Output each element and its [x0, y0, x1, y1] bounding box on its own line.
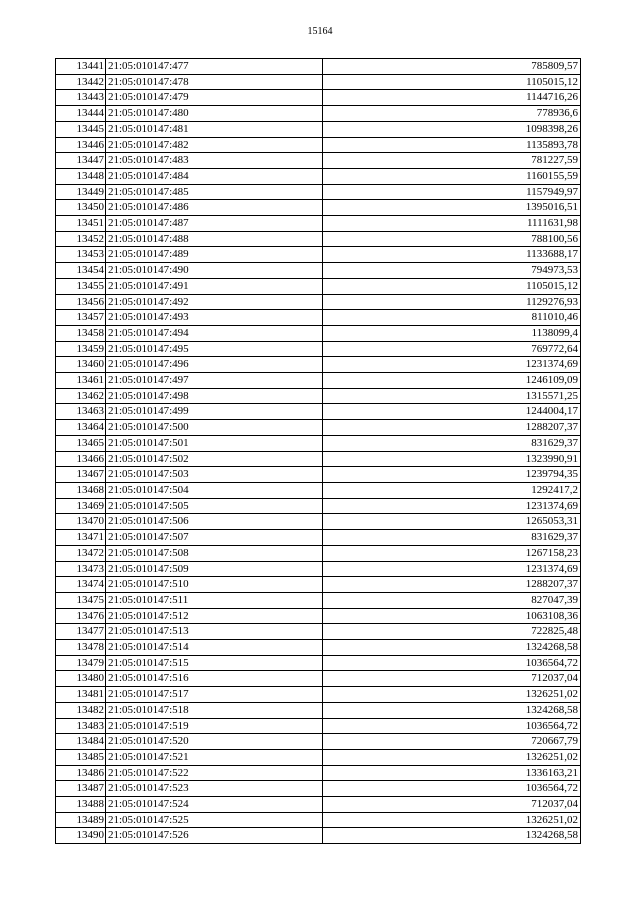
table-row: [56, 812, 581, 828]
cadastral-number-cell: 21:05:010147:519: [106, 718, 323, 734]
table-row: [56, 373, 581, 389]
table-row: [56, 106, 581, 122]
row-number-cell: 13476: [56, 608, 106, 624]
cadastral-number-cell: 21:05:010147:494: [106, 325, 323, 341]
cadastral-number-cell: 21:05:010147:509: [106, 561, 323, 577]
value-cell: 1315571,25: [323, 388, 581, 404]
row-number-cell: 13456: [56, 294, 106, 310]
value-cell: 1326251,02: [323, 812, 581, 828]
cadastral-number-cell: 21:05:010147:483: [106, 153, 323, 169]
value-cell: 720667,79: [323, 734, 581, 750]
cadastral-number-cell: 21:05:010147:522: [106, 765, 323, 781]
cadastral-number-cell: 21:05:010147:526: [106, 828, 323, 844]
row-number-cell: 13458: [56, 325, 106, 341]
value-cell: 1239794,35: [323, 467, 581, 483]
row-number-cell: 13474: [56, 577, 106, 593]
row-number-cell: 13490: [56, 828, 106, 844]
cadastral-number-cell: 21:05:010147:478: [106, 74, 323, 90]
value-cell: 781227,59: [323, 153, 581, 169]
value-cell: 1288207,37: [323, 577, 581, 593]
value-cell: 785809,57: [323, 59, 581, 75]
value-cell: 1063108,36: [323, 608, 581, 624]
table-row: [56, 121, 581, 137]
value-cell: 1231374,69: [323, 498, 581, 514]
table-row: [56, 388, 581, 404]
table-row: [56, 482, 581, 498]
row-number-cell: 13460: [56, 357, 106, 373]
cadastral-number-cell: 21:05:010147:485: [106, 184, 323, 200]
value-cell: 1324268,58: [323, 828, 581, 844]
row-number-cell: 13465: [56, 435, 106, 451]
table-body: [56, 59, 581, 844]
table-row: [56, 624, 581, 640]
value-cell: 1157949,97: [323, 184, 581, 200]
row-number-cell: 13466: [56, 451, 106, 467]
row-number-cell: 13488: [56, 797, 106, 813]
row-number-cell: 13485: [56, 749, 106, 765]
value-cell: 811010,46: [323, 310, 581, 326]
table-row: [56, 781, 581, 797]
cadastral-number-cell: 21:05:010147:500: [106, 420, 323, 436]
value-cell: 831629,37: [323, 530, 581, 546]
cadastral-number-cell: 21:05:010147:514: [106, 640, 323, 656]
row-number-cell: 13462: [56, 388, 106, 404]
row-number-cell: 13443: [56, 90, 106, 106]
row-number-cell: 13463: [56, 404, 106, 420]
value-cell: 1292417,2: [323, 482, 581, 498]
cadastral-number-cell: 21:05:010147:515: [106, 655, 323, 671]
row-number-cell: 13472: [56, 545, 106, 561]
table-row: [56, 404, 581, 420]
value-cell: 1323990,91: [323, 451, 581, 467]
value-cell: 1036564,72: [323, 718, 581, 734]
value-cell: 1231374,69: [323, 357, 581, 373]
table-row: [56, 341, 581, 357]
cadastral-number-cell: 21:05:010147:508: [106, 545, 323, 561]
cadastral-number-cell: 21:05:010147:489: [106, 247, 323, 263]
value-cell: 831629,37: [323, 435, 581, 451]
row-number-cell: 13448: [56, 168, 106, 184]
row-number-cell: 13481: [56, 687, 106, 703]
table-row: [56, 216, 581, 232]
row-number-cell: 13480: [56, 671, 106, 687]
table-row: [56, 59, 581, 75]
row-number-cell: 13473: [56, 561, 106, 577]
cadastral-number-cell: 21:05:010147:492: [106, 294, 323, 310]
value-cell: 1288207,37: [323, 420, 581, 436]
table-row: [56, 561, 581, 577]
value-cell: 1111631,98: [323, 216, 581, 232]
table-row: [56, 90, 581, 106]
table-row: [56, 734, 581, 750]
table-row: [56, 671, 581, 687]
table-row: [56, 278, 581, 294]
row-number-cell: 13484: [56, 734, 106, 750]
table-row: [56, 451, 581, 467]
table-row: [56, 655, 581, 671]
cadastral-number-cell: 21:05:010147:511: [106, 592, 323, 608]
value-cell: 827047,39: [323, 592, 581, 608]
cadastral-number-cell: 21:05:010147:477: [106, 59, 323, 75]
row-number-cell: 13452: [56, 231, 106, 247]
table-row: [56, 749, 581, 765]
value-cell: 712037,04: [323, 671, 581, 687]
row-number-cell: 13446: [56, 137, 106, 153]
value-cell: 712037,04: [323, 797, 581, 813]
row-number-cell: 13449: [56, 184, 106, 200]
cadastral-number-cell: 21:05:010147:518: [106, 702, 323, 718]
cadastral-number-cell: 21:05:010147:523: [106, 781, 323, 797]
row-number-cell: 13450: [56, 200, 106, 216]
row-number-cell: 13464: [56, 420, 106, 436]
table-row: [56, 420, 581, 436]
value-cell: 1326251,02: [323, 749, 581, 765]
cadastral-number-cell: 21:05:010147:487: [106, 216, 323, 232]
table-row: [56, 545, 581, 561]
row-number-cell: 13457: [56, 310, 106, 326]
cadastral-number-cell: 21:05:010147:512: [106, 608, 323, 624]
value-cell: 794973,53: [323, 263, 581, 279]
cadastral-number-cell: 21:05:010147:484: [106, 168, 323, 184]
cadastral-number-cell: 21:05:010147:481: [106, 121, 323, 137]
cadastral-number-cell: 21:05:010147:520: [106, 734, 323, 750]
value-cell: 1098398,26: [323, 121, 581, 137]
value-cell: 1336163,21: [323, 765, 581, 781]
table-row: [56, 702, 581, 718]
value-cell: 1036564,72: [323, 655, 581, 671]
table-row: [56, 137, 581, 153]
page-number: 15164: [307, 26, 333, 37]
cadastral-number-cell: 21:05:010147:498: [106, 388, 323, 404]
table-row: [56, 357, 581, 373]
table-row: [56, 294, 581, 310]
row-number-cell: 13482: [56, 702, 106, 718]
table-row: [56, 765, 581, 781]
table-row: [56, 577, 581, 593]
table-row: [56, 74, 581, 90]
table-row: [56, 325, 581, 341]
table-row: [56, 200, 581, 216]
table-row: [56, 498, 581, 514]
cadastral-number-cell: 21:05:010147:493: [106, 310, 323, 326]
row-number-cell: 13478: [56, 640, 106, 656]
value-cell: 1265053,31: [323, 514, 581, 530]
value-cell: 1133688,17: [323, 247, 581, 263]
cadastral-number-cell: 21:05:010147:503: [106, 467, 323, 483]
cadastral-number-cell: 21:05:010147:490: [106, 263, 323, 279]
row-number-cell: 13479: [56, 655, 106, 671]
value-cell: 1267158,23: [323, 545, 581, 561]
row-number-cell: 13475: [56, 592, 106, 608]
value-cell: 769772,64: [323, 341, 581, 357]
value-cell: 1135893,78: [323, 137, 581, 153]
value-cell: 1231374,69: [323, 561, 581, 577]
row-number-cell: 13445: [56, 121, 106, 137]
cadastral-number-cell: 21:05:010147:482: [106, 137, 323, 153]
table-row: [56, 231, 581, 247]
table-row: [56, 640, 581, 656]
data-table: [55, 58, 581, 844]
table-row: [56, 514, 581, 530]
table-row: [56, 718, 581, 734]
table-row: [56, 168, 581, 184]
row-number-cell: 13447: [56, 153, 106, 169]
table-row: [56, 592, 581, 608]
cadastral-number-cell: 21:05:010147:491: [106, 278, 323, 294]
row-number-cell: 13489: [56, 812, 106, 828]
cadastral-number-cell: 21:05:010147:502: [106, 451, 323, 467]
cadastral-number-cell: 21:05:010147:480: [106, 106, 323, 122]
row-number-cell: 13442: [56, 74, 106, 90]
cadastral-number-cell: 21:05:010147:517: [106, 687, 323, 703]
cadastral-number-cell: 21:05:010147:497: [106, 373, 323, 389]
value-cell: 1244004,17: [323, 404, 581, 420]
table-row: [56, 467, 581, 483]
row-number-cell: 13469: [56, 498, 106, 514]
value-cell: 1326251,02: [323, 687, 581, 703]
table-row: [56, 153, 581, 169]
cadastral-number-cell: 21:05:010147:521: [106, 749, 323, 765]
cadastral-number-cell: 21:05:010147:513: [106, 624, 323, 640]
cadastral-number-cell: 21:05:010147:505: [106, 498, 323, 514]
table-row: [56, 797, 581, 813]
row-number-cell: 13453: [56, 247, 106, 263]
value-cell: 1395016,51: [323, 200, 581, 216]
value-cell: 1160155,59: [323, 168, 581, 184]
cadastral-number-cell: 21:05:010147:496: [106, 357, 323, 373]
table-row: [56, 310, 581, 326]
cadastral-number-cell: 21:05:010147:524: [106, 797, 323, 813]
value-cell: 1105015,12: [323, 278, 581, 294]
cadastral-number-cell: 21:05:010147:499: [106, 404, 323, 420]
cadastral-number-cell: 21:05:010147:516: [106, 671, 323, 687]
cadastral-number-cell: 21:05:010147:479: [106, 90, 323, 106]
value-cell: 1036564,72: [323, 781, 581, 797]
value-cell: 778936,6: [323, 106, 581, 122]
row-number-cell: 13444: [56, 106, 106, 122]
cadastral-number-cell: 21:05:010147:525: [106, 812, 323, 828]
cadastral-number-cell: 21:05:010147:488: [106, 231, 323, 247]
row-number-cell: 13467: [56, 467, 106, 483]
table-row: [56, 608, 581, 624]
row-number-cell: 13477: [56, 624, 106, 640]
cadastral-number-cell: 21:05:010147:510: [106, 577, 323, 593]
row-number-cell: 13468: [56, 482, 106, 498]
row-number-cell: 13486: [56, 765, 106, 781]
value-cell: 1144716,26: [323, 90, 581, 106]
cadastral-number-cell: 21:05:010147:495: [106, 341, 323, 357]
row-number-cell: 13471: [56, 530, 106, 546]
row-number-cell: 13441: [56, 59, 106, 75]
table-row: [56, 828, 581, 844]
value-cell: 1129276,93: [323, 294, 581, 310]
row-number-cell: 13483: [56, 718, 106, 734]
row-number-cell: 13461: [56, 373, 106, 389]
value-cell: 1105015,12: [323, 74, 581, 90]
cadastral-number-cell: 21:05:010147:504: [106, 482, 323, 498]
table-row: [56, 184, 581, 200]
table-row: [56, 263, 581, 279]
table-row: [56, 247, 581, 263]
cadastral-number-cell: 21:05:010147:506: [106, 514, 323, 530]
table-row: [56, 530, 581, 546]
row-number-cell: 13454: [56, 263, 106, 279]
value-cell: 1246109,09: [323, 373, 581, 389]
value-cell: 722825,48: [323, 624, 581, 640]
value-cell: 1138099,4: [323, 325, 581, 341]
row-number-cell: 13487: [56, 781, 106, 797]
table-row: [56, 435, 581, 451]
cadastral-number-cell: 21:05:010147:507: [106, 530, 323, 546]
row-number-cell: 13470: [56, 514, 106, 530]
value-cell: 1324268,58: [323, 702, 581, 718]
table-row: [56, 687, 581, 703]
row-number-cell: 13459: [56, 341, 106, 357]
cadastral-number-cell: 21:05:010147:501: [106, 435, 323, 451]
row-number-cell: 13455: [56, 278, 106, 294]
value-cell: 788100,56: [323, 231, 581, 247]
cadastral-number-cell: 21:05:010147:486: [106, 200, 323, 216]
value-cell: 1324268,58: [323, 640, 581, 656]
row-number-cell: 13451: [56, 216, 106, 232]
